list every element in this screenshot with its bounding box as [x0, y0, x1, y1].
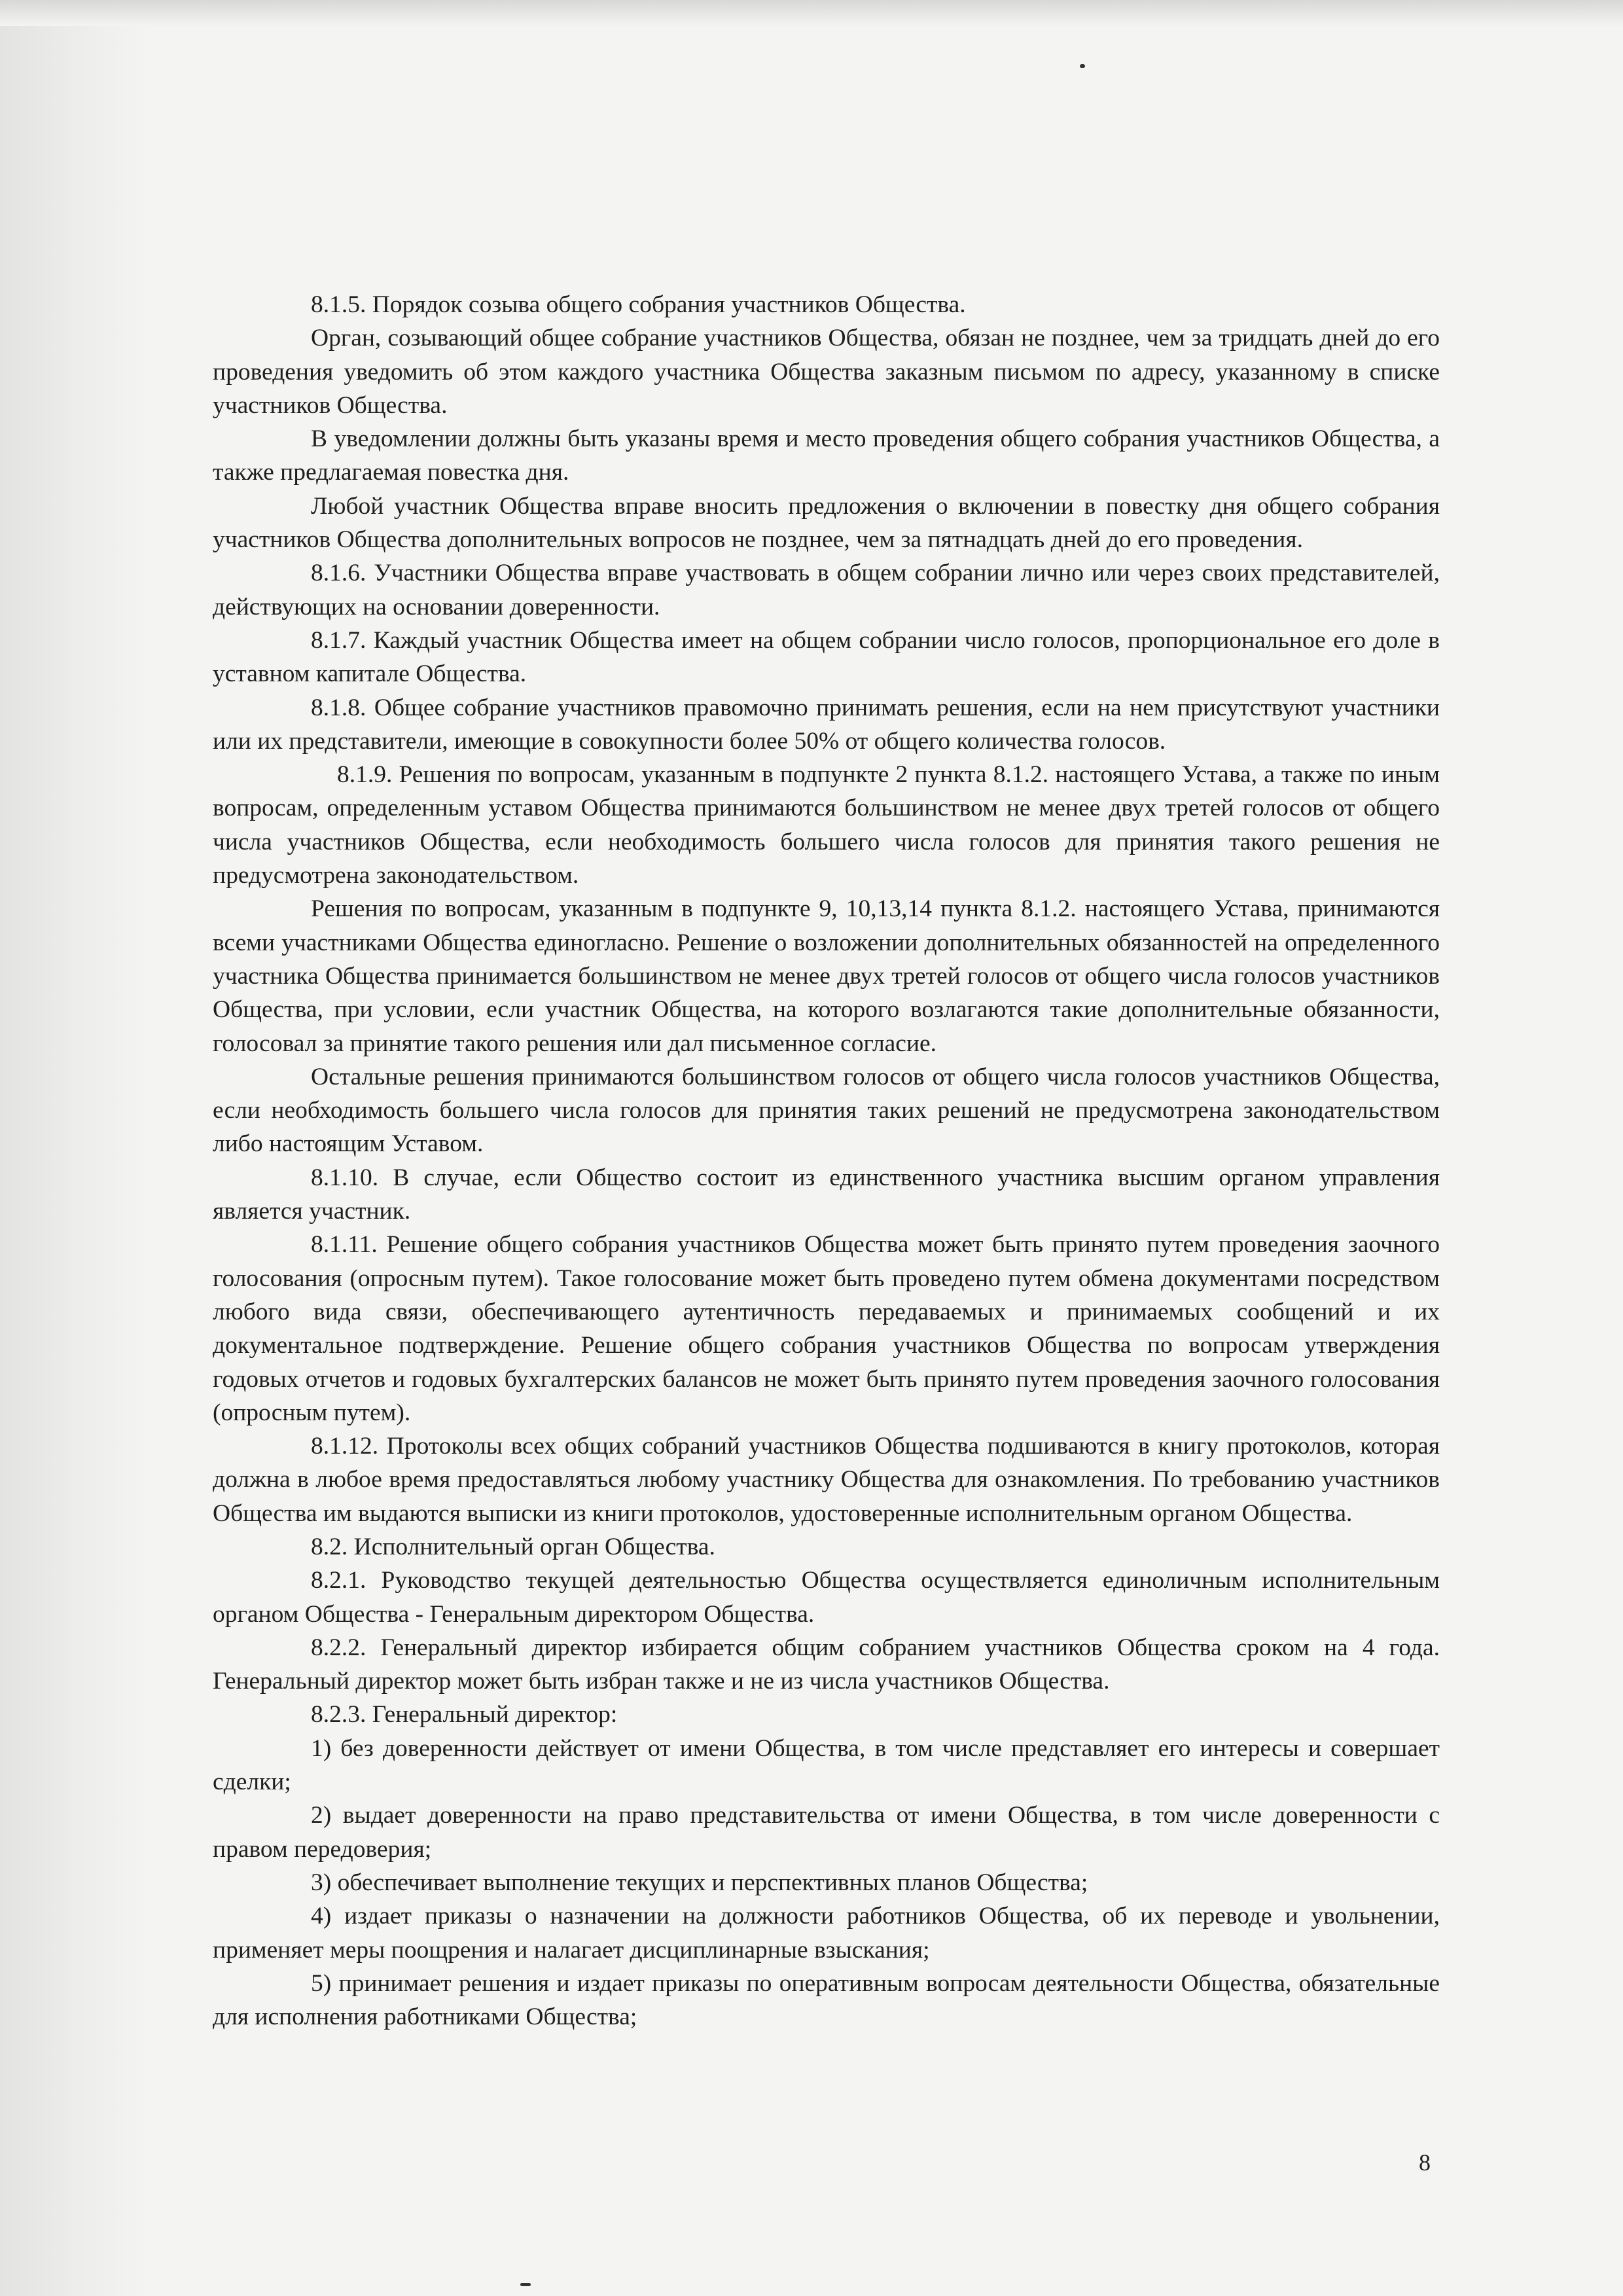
paragraph: 8.1.6. Участники Общества вправе участвовать в общем собрании лично или через своих представителей, действующих на основании доверенности. [213, 560, 1440, 620]
paragraph: 8.1.9. Решения по вопросам, указанным в подпункте 2 пункта 8.1.2. настоящего Устава, а также по иным вопросам, определенным уставом Общества принимаются большинством не менее двух третей голосов от общего числа участников Общества, если необходимость большего числа голосов для принятия такого решения не предусмотрена законодательством. [213, 761, 1440, 889]
section-heading: 8.2. Исполнительный орган Общества. [311, 1533, 715, 1560]
paragraph: В уведомлении должны быть указаны время и место проведения общего собрания участников Общества, а также предлагаемая повестка дня. [213, 425, 1440, 486]
paragraph: Любой участник Общества вправе вносить предложения о включении в повестку дня общего собрания участников Общества дополнительных вопросов не позднее, чем за пятнадцать дней до его проведения. [213, 492, 1440, 554]
list-item: 3) обеспечивает выполнение текущих и перспективных планов Общества; [311, 1869, 1088, 1896]
paragraph: 8.1.7. Каждый участник Общества имеет на общем собрании число голосов, пропорциональное его доле в уставном капитале Общества. [213, 626, 1440, 688]
scan-shadow-left [0, 0, 151, 2296]
paragraph: 8.1.12. Протоколы всех общих собраний участников Общества подшиваются в книгу протоколов, которая должна в любое время предоставляться любому участнику Общества для ознакомления. По требованию участников Общества им выдаются выписки из книги протоколов, удостоверенные исполнительным органом Общества. [213, 1433, 1440, 1527]
list-item: 2) выдает доверенности на право представительства от имени Общества, в том числе доверенности с правом передоверия; [213, 1802, 1440, 1863]
paragraph: Решения по вопросам, указанным в подпункте 9, 10,13,14 пункта 8.1.2. настоящего Устава, принимаются всеми участниками Общества единогласно. Решение о возложении дополнительных обязанностей на определенного участника Общества принимается большинством не менее двух третей голосов от общего числа голосов участников Общества, при условии, если участник Общества, на которого возлагаются такие дополнительные обязанности, голосовал за принятие такого решения или дал письменное согласие. [213, 895, 1440, 1057]
paragraph: 8.2.3. Генеральный директор: [311, 1701, 618, 1729]
paragraph: 8.1.11. Решение общего собрания участников Общества может быть принято путем проведения заочного голосования (опросным путем). Такое голосование может быть проведено путем обмена документами посредством любого вида связи, обеспечивающего аутентичность передаваемых и принимаемых сообщений и их документальное подтверждение. Решение общего собрания участников Общества по вопросам утверждения годовых отчетов и годовых бухгалтерских балансов не может быть принято путем проведения заочного голосования (опросным путем). [213, 1231, 1440, 1426]
paragraph: 8.2.1. Руководство текущей деятельностью Общества осуществляется единоличным исполнительным органом Общества - Генеральным директором Общества. [213, 1567, 1440, 1628]
list-item: 4) издает приказы о назначении на должности работников Общества, об их переводе и увольнении, применяет меры поощрения и налагает дисциплинарные взыскания; [213, 1903, 1440, 1964]
scan-shadow-top [0, 0, 1623, 26]
paragraph: 8.2.2. Генеральный директор избирается общим собранием участников Общества сроком на 4 года. Генеральный директор может быть избран также и не из числа участников Общества. [213, 1634, 1440, 1695]
document-body [213, 288, 1440, 2034]
section-heading: 8.1.5. Порядок созыва общего собрания участников Общества. [311, 291, 966, 318]
paragraph: 8.1.10. В случае, если Общество состоит из единственного участника высшим органом управления является участник. [213, 1164, 1440, 1225]
page-number: 8 [1419, 2149, 1431, 2176]
scan-speck [1080, 64, 1085, 68]
paragraph: 8.1.8. Общее собрание участников правомочно принимать решения, если на нем присутствуют участники или их представители, имеющие в совокупности более 50% от общего количества голосов. [213, 694, 1440, 755]
paragraph: Остальные решения принимаются большинством голосов от общего числа голосов участников Общества, если необходимость большего числа голосов для принятия таких решений не предусмотрена законодательством либо настоящим Уставом. [213, 1063, 1440, 1158]
scan-speck [520, 2283, 531, 2286]
list-item: 5) принимает решения и издает приказы по оперативным вопросам деятельности Общества, обязательные для исполнения работниками Общества; [213, 1969, 1440, 2031]
paragraph: Орган, созывающий общее собрание участников Общества, обязан не позднее, чем за тридцать дней до его проведения уведомить об этом каждого участника Общества заказным письмом по адресу, указанному в списке участников Общества. [213, 325, 1440, 419]
list-item: 1) без доверенности действует от имени Общества, в том числе представляет его интересы и совершает сделки; [213, 1734, 1440, 1796]
